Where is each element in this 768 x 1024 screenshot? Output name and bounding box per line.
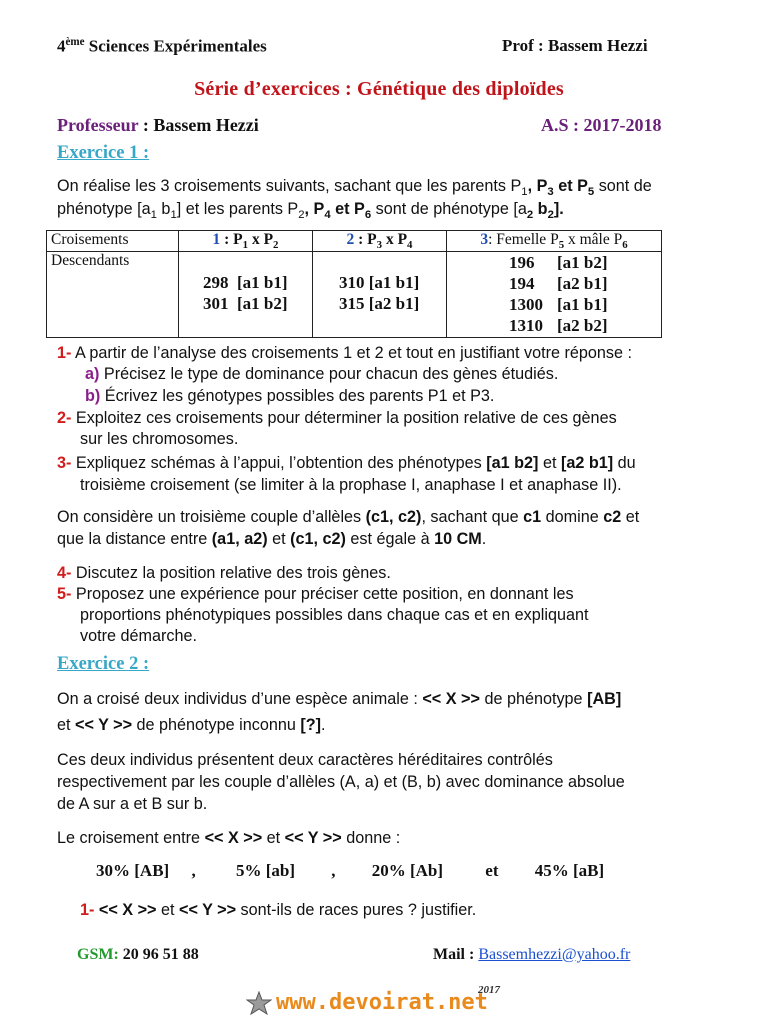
result-line: 310 [a1 b1] — [339, 273, 420, 293]
result-ab-mixed-2: 45% [aB] — [534, 861, 605, 880]
cross-3-results — [447, 252, 662, 338]
cross-2-results — [313, 252, 447, 338]
ex1-question-1a: a) Précisez le type de dominance pour chacun des gènes étudiés. — [85, 365, 559, 383]
ex1-question-5-cont2: votre démarche. — [80, 627, 197, 645]
result-line: 1300 [a1 b1] — [509, 295, 608, 315]
ex2-paragraph-3: Le croisement entre << X >> et << Y >> donne : — [57, 829, 401, 847]
page-title: Série d’exercices : Génétique des diploïdes — [194, 78, 564, 100]
ex1-question-4: 4- Discutez la position relative des trois gènes. — [57, 564, 391, 582]
cross-1-header: 1 : $P_1$ x $P_2$ — [179, 231, 313, 252]
ex1-question-1: 1- A partir de l’analyse des croisements 1 et 2 et tout en justifiant votre réponse : — [57, 344, 632, 362]
cross-2-header: 2 : $P_3$ x $P_4$ — [313, 231, 447, 252]
ex1-question-3-cont: troisième croisement (se limiter à la prophase I, anaphase I et anaphase II). — [80, 476, 622, 494]
ex2-paragraph-1-line1: On a croisé deux individus d’une espèce animale : << X >> de phénotype [AB] — [57, 690, 622, 708]
result-line: 194 [a2 b1] — [509, 274, 608, 294]
result-ab-upper: 30% [AB] — [96, 861, 170, 880]
table-header-row — [47, 231, 662, 252]
logo-year: 2017 — [478, 984, 500, 996]
table-data-row — [47, 252, 662, 338]
ex1-question-1b: b) Écrivez les génotypes possibles des parents P1 et P3. — [85, 387, 495, 405]
ex1-question-2: 2- Exploitez ces croisements pour déterminer la position relative de ces gènes — [57, 409, 617, 427]
ex1-intro-line2: phénotype [$a_1$ $b_1$] et les parents $P_2$, $P_4$ et $P_6$ sont de phénotype [$a_2$ $b_2$]. — [57, 200, 564, 222]
ex2-paragraph-1-line2: et << Y >> de phénotype inconnu [?]. — [57, 716, 326, 734]
separator: , — [331, 861, 336, 880]
separator: et — [485, 861, 499, 880]
ex1-consider-line2: que la distance entre (a1, a2) et (c1, c2) est égale à 10 CM. — [57, 530, 487, 548]
result-line: 196 [a1 b2] — [509, 253, 608, 273]
mail-link[interactable]: Bassemhezzi@yahoo.fr — [478, 946, 631, 963]
crosses-table — [46, 230, 662, 338]
result-line: 298 [a1 b1] — [203, 273, 288, 293]
ex1-intro-line1: On réalise les 3 croisements suivants, sachant que les parents $P_1$, $P_3$ et $P_5$ sont de — [57, 177, 652, 199]
result-ab-mixed: 20% [Ab] — [371, 861, 444, 880]
table-row-descendants: Descendants — [47, 252, 179, 338]
site-logo — [246, 984, 500, 1020]
cross-3-header: 3: Femelle $P_5$ x mâle $P_6$ — [447, 231, 662, 252]
ex1-question-5-cont1: proportions phénotypiques possibles dans chaque cas et en expliquant — [80, 606, 589, 624]
exercise-2-title: Exercice 2 : — [57, 654, 150, 674]
exercise-1-title: Exercice 1 : — [57, 143, 150, 163]
professor-line: Professeur : Bassem Hezzi — [57, 115, 259, 135]
header-prof: Prof : Bassem Hezzi — [502, 36, 648, 55]
separator: , — [191, 861, 196, 880]
ex2-results — [96, 861, 604, 881]
result-line: 315 [a2 b1] — [339, 294, 420, 314]
ex1-question-3: 3- Expliquez schémas à l’appui, l’obtention des phénotypes [a1 b2] et [a2 b1] du — [57, 454, 636, 472]
ex1-consider-line1: On considère un troisième couple d’allèles (c1, c2), sachant que c1 domine c2 et — [57, 508, 640, 526]
result-ab-lower: 5% [ab] — [235, 861, 295, 880]
ex1-question-2-cont: sur les chromosomes. — [80, 430, 239, 448]
table-row-header: Croisements — [47, 231, 179, 252]
ex1-question-5: 5- Proposez une expérience pour préciser cette position, en donnant les — [57, 585, 574, 603]
logo-star-icon — [246, 991, 272, 1020]
ex2-question-1: 1- << X >> et << Y >> sont-ils de races pures ? justifier. — [80, 901, 477, 919]
class-level: 4ème Sciences Expérimentales — [57, 36, 267, 56]
gsm-contact: GSM: 20 96 51 88 — [77, 946, 199, 963]
ex2-paragraph-2-line2: respectivement par les couple d’allèles (A, a) et (B, b) avec dominance absolue — [57, 773, 625, 791]
result-line: 1310 [a2 b2] — [509, 316, 608, 336]
logo-text: www.devoirat.net — [276, 990, 488, 1015]
result-line: 301 [a1 b2] — [203, 294, 288, 314]
ex2-paragraph-2-line1: Ces deux individus présentent deux caractères héréditaires contrôlés — [57, 751, 553, 769]
school-year: A.S : 2017-2018 — [541, 115, 662, 135]
mail-contact: Mail : Bassemhezzi@yahoo.fr — [433, 946, 631, 963]
cross-1-results — [179, 252, 313, 338]
ex2-paragraph-2-line3: de A sur a et B sur b. — [57, 795, 208, 813]
